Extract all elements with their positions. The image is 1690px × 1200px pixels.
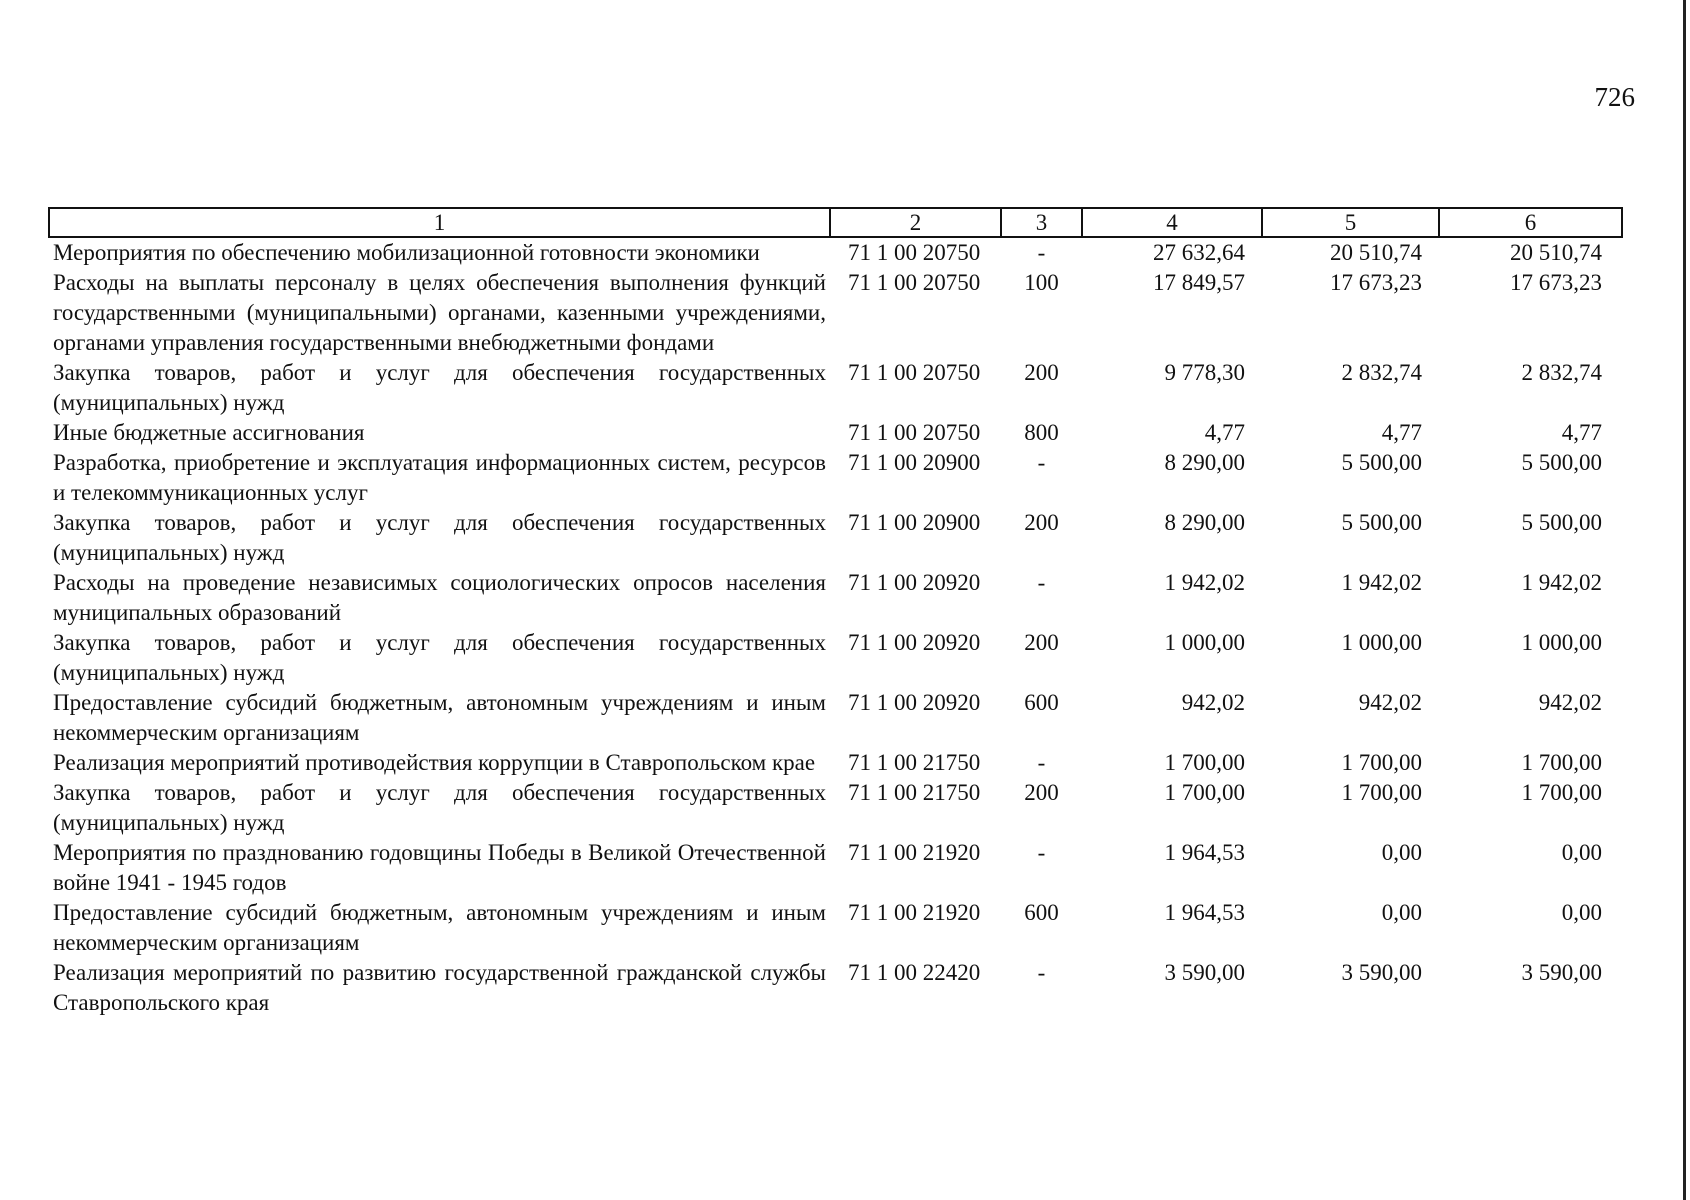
row-value-6: 5 500,00 <box>1521 510 1602 535</box>
page-number: 726 <box>1594 82 1635 112</box>
row-value-5: 20 510,74 <box>1330 240 1422 265</box>
row-code: 71 1 00 20750 <box>848 270 981 295</box>
row-type: 100 <box>1024 270 1059 295</box>
row-value-5: 4,77 <box>1381 420 1422 445</box>
table-row <box>49 898 1622 958</box>
row-code: 71 1 00 20900 <box>848 510 981 535</box>
table-row <box>49 628 1622 688</box>
header-row <box>49 208 1622 237</box>
row-value-4: 1 700,00 <box>1164 780 1245 805</box>
row-code: 71 1 00 20750 <box>848 420 981 445</box>
row-type: - <box>1037 450 1046 475</box>
row-value-4: 17 849,57 <box>1153 270 1245 295</box>
row-value-6: 1 000,00 <box>1521 630 1602 655</box>
row-code: 71 1 00 20920 <box>848 630 981 655</box>
row-value-4: 942,02 <box>1181 690 1245 715</box>
row-type: - <box>1037 750 1046 775</box>
row-value-4: 9 778,30 <box>1164 360 1245 385</box>
row-name: Закупка товаров, работ и услуг для обеспечения государственных (муниципальных) нужд <box>53 510 826 565</box>
table-row <box>49 748 1622 778</box>
row-value-5: 1 000,00 <box>1341 630 1422 655</box>
header-col-3: 3 <box>1001 208 1082 237</box>
row-value-5: 17 673,23 <box>1330 270 1422 295</box>
row-name: Расходы на проведение независимых социологических опросов населения муниципальных образований <box>53 570 826 625</box>
row-value-4: 1 700,00 <box>1164 750 1245 775</box>
row-name: Расходы на выплаты персоналу в целях обеспечения выполнения функций государственными (муниципальными) органами, казенными учреждениями, органами управления государственными внебюджетными фондами <box>53 270 826 355</box>
row-value-6: 1 700,00 <box>1521 780 1602 805</box>
table-row <box>49 568 1622 628</box>
table-row <box>49 778 1622 838</box>
table-row <box>49 418 1622 448</box>
budget-table <box>48 207 1623 1018</box>
header-col-4: 4 <box>1082 208 1262 237</box>
row-type: 200 <box>1024 780 1059 805</box>
header-col-5: 5 <box>1262 208 1439 237</box>
row-code: 71 1 00 20920 <box>848 690 981 715</box>
row-value-4: 8 290,00 <box>1164 510 1245 535</box>
row-value-6: 2 832,74 <box>1521 360 1602 385</box>
table-row <box>49 268 1622 358</box>
row-name: Закупка товаров, работ и услуг для обеспечения государственных (муниципальных) нужд <box>53 780 826 835</box>
row-value-5: 942,02 <box>1358 690 1422 715</box>
row-value-6: 17 673,23 <box>1510 270 1602 295</box>
table-row <box>49 508 1622 568</box>
row-value-6: 1 942,02 <box>1521 570 1602 595</box>
row-code: 71 1 00 20750 <box>848 360 981 385</box>
row-code: 71 1 00 21920 <box>848 900 981 925</box>
row-value-6: 4,77 <box>1561 420 1602 445</box>
row-code: 71 1 00 21750 <box>848 750 981 775</box>
table-row <box>49 237 1622 268</box>
row-value-5: 0,00 <box>1381 900 1422 925</box>
row-value-6: 1 700,00 <box>1521 750 1602 775</box>
row-name: Мероприятия по празднованию годовщины Победы в Великой Отечественной войне 1941 - 1945 годов <box>53 840 826 895</box>
row-type: 800 <box>1024 420 1059 445</box>
row-value-4: 1 942,02 <box>1164 570 1245 595</box>
row-value-6: 3 590,00 <box>1521 960 1602 985</box>
row-value-5: 0,00 <box>1381 840 1422 865</box>
row-value-4: 3 590,00 <box>1164 960 1245 985</box>
table-row <box>49 448 1622 508</box>
row-value-5: 3 590,00 <box>1341 960 1422 985</box>
header-col-1: 1 <box>49 208 830 237</box>
row-value-6: 5 500,00 <box>1521 450 1602 475</box>
row-code: 71 1 00 22420 <box>848 960 981 985</box>
table-row <box>49 688 1622 748</box>
row-code: 71 1 00 20920 <box>848 570 981 595</box>
table-row <box>49 358 1622 418</box>
row-value-4: 4,77 <box>1204 420 1245 445</box>
header-col-6: 6 <box>1439 208 1622 237</box>
row-name: Закупка товаров, работ и услуг для обеспечения государственных (муниципальных) нужд <box>53 630 826 685</box>
row-type: 200 <box>1024 510 1059 535</box>
table-row <box>49 958 1622 1018</box>
row-name: Разработка, приобретение и эксплуатация информационных систем, ресурсов и телекоммуникационных услуг <box>53 450 826 505</box>
row-type: - <box>1037 240 1046 265</box>
row-code: 71 1 00 21920 <box>848 840 981 865</box>
row-value-6: 942,02 <box>1538 690 1602 715</box>
row-type: 200 <box>1024 360 1059 385</box>
row-value-5: 1 700,00 <box>1341 780 1422 805</box>
row-type: - <box>1037 570 1046 595</box>
table-row <box>49 838 1622 898</box>
row-value-4: 1 000,00 <box>1164 630 1245 655</box>
row-value-4: 1 964,53 <box>1164 900 1245 925</box>
row-name: Реализация мероприятий противодействия коррупции в Ставропольском крае <box>53 750 816 775</box>
row-value-5: 5 500,00 <box>1341 510 1422 535</box>
row-name: Предоставление субсидий бюджетным, автономным учреждениям и иным некоммерческим организациям <box>53 900 826 955</box>
row-value-6: 0,00 <box>1561 900 1602 925</box>
row-value-5: 2 832,74 <box>1341 360 1422 385</box>
row-code: 71 1 00 20900 <box>848 450 981 475</box>
row-name: Предоставление субсидий бюджетным, автономным учреждениям и иным некоммерческим организациям <box>53 690 826 745</box>
row-type: - <box>1037 960 1046 985</box>
row-value-5: 1 942,02 <box>1341 570 1422 595</box>
row-value-4: 8 290,00 <box>1164 450 1245 475</box>
row-value-4: 1 964,53 <box>1164 840 1245 865</box>
row-name: Реализация мероприятий по развитию государственной гражданской службы Ставропольского края <box>53 960 826 1015</box>
row-name: Закупка товаров, работ и услуг для обеспечения государственных (муниципальных) нужд <box>53 360 826 415</box>
row-value-5: 5 500,00 <box>1341 450 1422 475</box>
row-code: 71 1 00 21750 <box>848 780 981 805</box>
row-value-5: 1 700,00 <box>1341 750 1422 775</box>
row-type: 200 <box>1024 630 1059 655</box>
row-type: - <box>1037 840 1046 865</box>
row-value-6: 20 510,74 <box>1510 240 1602 265</box>
page-edge-line <box>1683 0 1686 1200</box>
header-col-2: 2 <box>830 208 1001 237</box>
row-value-4: 27 632,64 <box>1153 240 1245 265</box>
row-type: 600 <box>1024 690 1059 715</box>
row-type: 600 <box>1024 900 1059 925</box>
row-value-6: 0,00 <box>1561 840 1602 865</box>
row-code: 71 1 00 20750 <box>848 240 981 265</box>
row-name: Иные бюджетные ассигнования <box>53 420 365 445</box>
row-name: Мероприятия по обеспечению мобилизационной готовности экономики <box>53 240 760 265</box>
